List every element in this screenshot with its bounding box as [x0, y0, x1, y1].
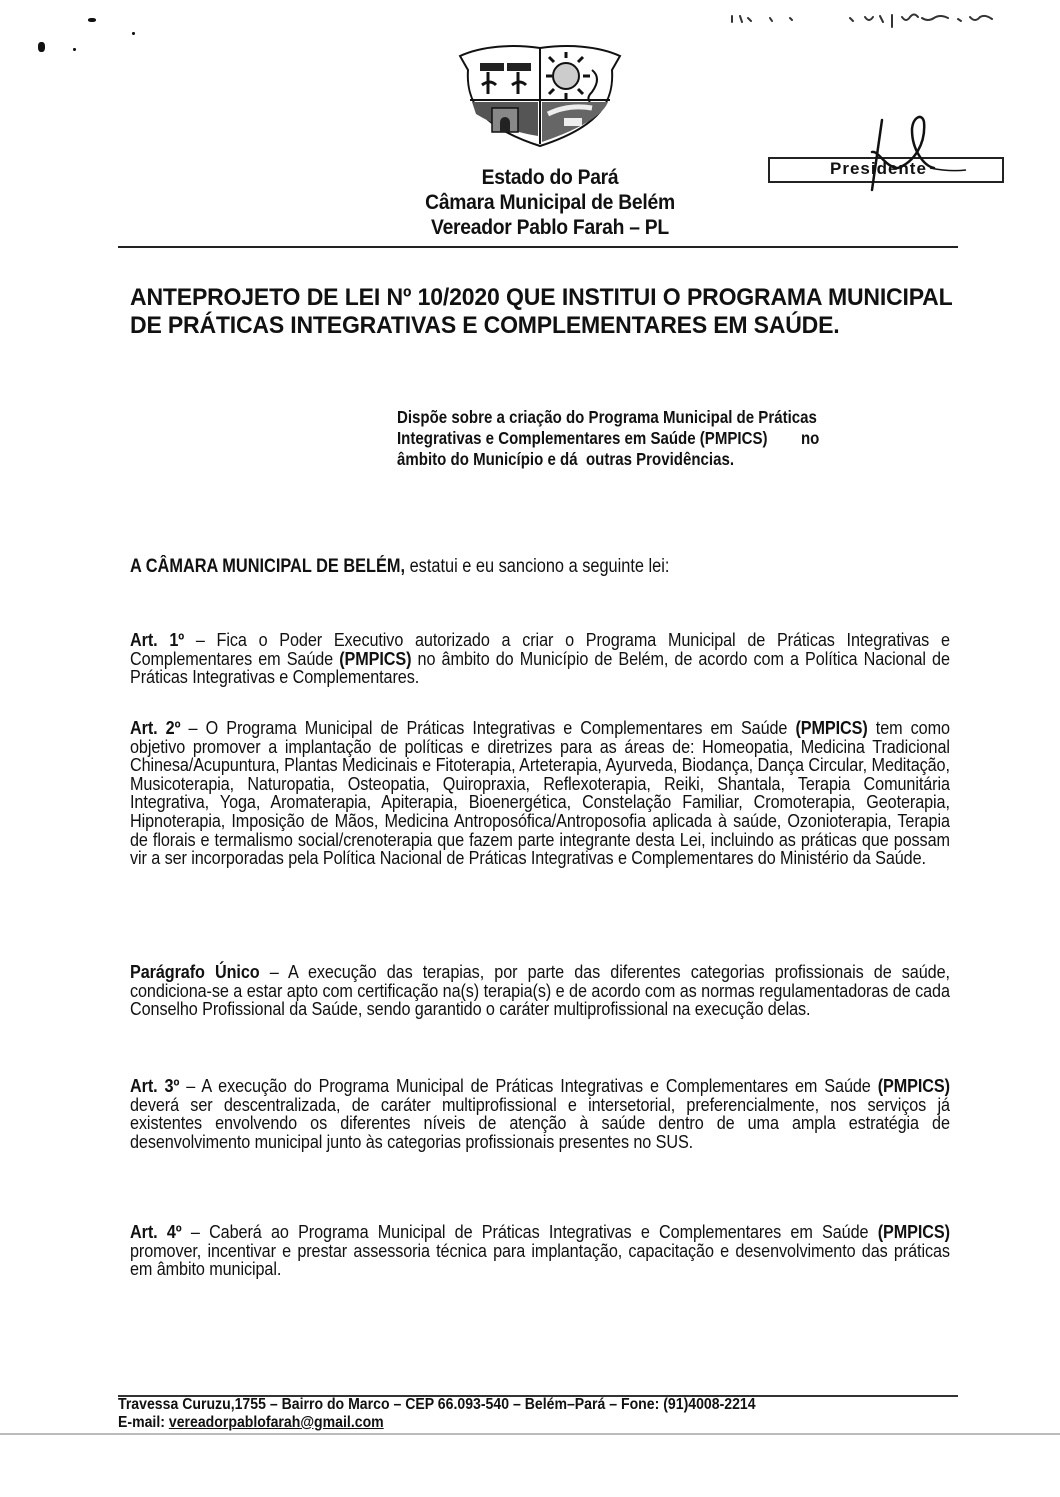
preamble-text: estatui e eu sanciono a seguinte lei:	[405, 556, 670, 577]
article-label: Parágrafo Único	[130, 962, 260, 982]
president-signature	[820, 110, 970, 220]
ementa-line: âmbito do Município e dá outras Providências.	[397, 449, 735, 469]
article-text: – Fica o Poder Executivo autorizado a criar o Programa Municipal de Práticas Integrativas e Complementares em Saúde	[130, 630, 950, 669]
preamble	[130, 556, 669, 578]
document-ementa	[397, 407, 947, 470]
faint-stamp-marks	[730, 8, 1050, 30]
article-text: no âmbito do Município de Belém, de acordo com a Política Nacional de Práticas Integrativas e Complementares.	[130, 648, 950, 688]
article-bold: (PMPICS)	[877, 1076, 950, 1096]
footer-email-link[interactable]: vereadorpablofarah@gmail.com	[168, 1414, 384, 1431]
scan-speck	[73, 48, 76, 51]
header-divider	[118, 246, 958, 248]
article-bold: (PMPICS)	[877, 1222, 950, 1242]
ementa-line: Dispõe sobre a criação do Programa Municipal de Práticas	[397, 407, 817, 427]
scan-speck	[132, 32, 135, 35]
ementa-line: Integrativas e Complementares em Saúde (PMPICS) no	[397, 428, 820, 448]
article-2	[130, 719, 950, 868]
scan-speck	[88, 18, 96, 22]
header-state: Estado do Pará	[481, 166, 619, 189]
article-3	[130, 1077, 950, 1151]
article-label: Art. 1º	[130, 630, 185, 650]
article-text: – Caberá ao Programa Municipal de Práticas Integrativas e Complementares em Saúde	[181, 1222, 878, 1242]
article-label: Art. 4º	[130, 1222, 182, 1242]
article-4	[130, 1223, 950, 1279]
article-bold: (PMPICS)	[339, 648, 412, 669]
article-text: – O Programa Municipal de Práticas Integrativas e Complementares em Saúde	[180, 718, 796, 738]
footer-email-line	[118, 1414, 384, 1432]
article-text: deverá ser descentralizada, de caráter multiprofissional e intersetorial, preferencialmente, nos serviços já existentes envolvendo os diferentes níveis de atenção à saúde dentro de uma ampla estratégia de desenvolvimento municipal junto às categorias profissionais presentes no SUS.	[130, 1094, 950, 1152]
article-text: – A execução das terapias, por parte das diferentes categorias profissionais de saúde, condiciona-se a estar apto com certificação na(s) terapia(s) e de acordo com as normas regulamentadoras de cada Conselho Profissional da Saúde, sendo garantido o caráter multiprofissional na execução delas.	[130, 962, 950, 1020]
article-text: – A execução do Programa Municipal de Práticas Integrativas e Complementares em Saúde	[179, 1076, 878, 1096]
footer-divider-bottom	[0, 1433, 1060, 1435]
article-bold: (PMPICS)	[795, 718, 868, 738]
preamble-bold: A CÂMARA MUNICIPAL DE BELÉM,	[130, 556, 406, 577]
header-chamber: Câmara Municipal de Belém	[425, 191, 675, 214]
document-title: ANTEPROJETO DE LEI Nº 10/2020 QUE INSTITUI O PROGRAMA MUNICIPAL DE PRÁTICAS INTEGRATIVAS E COMPLEMENTARES EM SAÚDE.	[130, 284, 953, 339]
scan-speck	[38, 42, 45, 52]
article-1	[130, 631, 950, 687]
header-councillor: Vereador Pablo Farah – PL	[431, 216, 669, 239]
article-label: Art. 2º	[130, 718, 181, 738]
article-label: Art. 3º	[130, 1076, 180, 1096]
paragrafo-unico	[130, 963, 950, 1019]
article-text: promover, incentivar e prestar assessoria técnica para implantação, capacitação e desenvolvimento das práticas em âmbito municipal.	[130, 1240, 950, 1280]
coat-of-arms-belem	[452, 30, 628, 148]
president-stamp-label: Presidente	[830, 159, 927, 178]
article-text: tem como objetivo promover a implantação de políticas e diretrizes para as áreas de: Homeopatia, Medicina Tradicional Chinesa/Acupuntura, Plantas Medicinais e Fitoterapia, Arteterapia, Ayurveda, Biodança, Dança Circular, Meditação, Musicoterapia, Naturopatia, Osteopatia, Quiropraxia, Reflexoterapia, Reiki, Shantala, Terapia Comunitária Integrativa, Yoga, Aromaterapia, Apiterapia, Bioenergética, Constelação Familiar, Cromoterapia, Geoterapia, Hipnoterapia, Imposição de Mãos, Medicina Antroposófica/Antroposofia aplicada à saúde, Ozonioterapia, Terapia de florais e termalismo social/crenoterapia que fazem parte integrante desta Lei, incluindo as práticas que possam vir a ser incorporadas pela Política Nacional de Práticas Integrativas e Complementares do Ministério da Saúde.	[130, 718, 950, 869]
footer-address: Travessa Curuzu,1755 – Bairro do Marco – CEP 66.093-540 – Belém–Pará – Fone: (91)4008-2214	[118, 1396, 756, 1413]
footer-email-label: E-mail:	[118, 1414, 169, 1431]
